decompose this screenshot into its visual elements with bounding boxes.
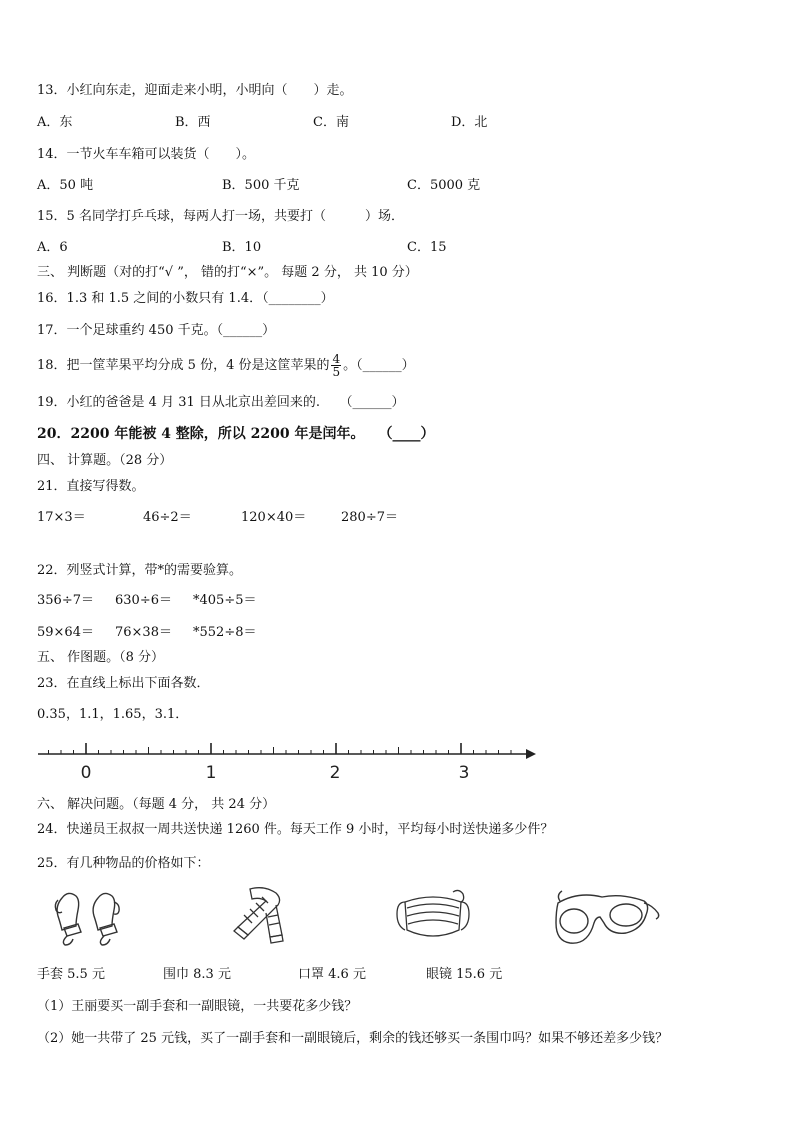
item-price-mask: 口罩 4.6 元 [298,967,366,982]
mittens-icon [52,888,132,946]
tick-label: 2 [329,763,341,783]
q21-item: 46÷2＝ [143,510,192,525]
question-15: 15．5 名同学打乒乓球，每两人打一场，共要打（ ）场． [37,209,404,224]
fraction-denominator: 5 [332,365,341,379]
q21-item: 280÷7＝ [341,510,398,525]
question-19: 19．小红的爸爸是 4 月 31 日从北京出差回来的. （______） [37,395,405,410]
q13-option-b: B．西 [175,115,211,130]
question-20: 20．2200 年能被 4 整除，所以 2200 年是闰年。 （____） [37,426,435,442]
q22-item: 76×38＝ [115,625,172,640]
q22-item: *552÷8＝ [193,625,257,640]
q21-item: 17×3＝ [37,510,86,525]
glasses-icon [552,885,662,950]
tick-label: 3 [458,763,470,783]
section-3-heading: 三、 判断题（对的打“√ ”， 错的打“×”。 每题 2 分， 共 10 分） [37,265,418,280]
q15-option-a: A．6 [37,240,68,255]
q22-item: *405÷5＝ [193,593,257,608]
q22-item: 59×64＝ [37,625,94,640]
item-price-gloves: 手套 5.5 元 [37,967,105,982]
question-14: 14．一节火车车箱可以装货（ ）。 [37,147,256,162]
q13-option-d: D．北 [451,115,488,130]
question-16: 16．1.3 和 1.5 之间的小数只有 1.4．（________） [37,291,334,306]
q25-sub-2: （2）她一共带了 25 元钱，买了一副手套和一副眼镜后，剩余的钱还够买一条围巾吗？如果不够还差多少钱？ [37,1031,669,1046]
q13-option-a: A．东 [37,115,73,130]
q14-option-b: B．500 千克 [222,178,300,193]
item-price-glasses: 眼镜 15.6 元 [426,967,503,982]
question-25: 25．有几种物品的价格如下： [37,856,210,871]
question-18 [37,350,415,382]
fraction [331,353,341,378]
q15-option-c: C．15 [407,240,447,255]
item-price-scarf: 围巾 8.3 元 [163,967,231,982]
q14-option-a: A．50 吨 [37,178,94,193]
question-23: 23．在直线上标出下面各数． [37,676,210,691]
q14-option-c: C．5000 克 [407,178,481,193]
q18-text-before: 18．把一筐苹果平均分成 5 份，4 份是这筐苹果的 [37,358,330,373]
question-13: 13．小红向东走，迎面走来小明，小明向（ ）走。 [37,83,353,98]
question-22: 22．列竖式计算，带*的需要验算。 [37,563,243,578]
question-24: 24．快递员王叔叔一周共送快递 1260 件。每天工作 9 小时，平均每小时送快递多少件？ [37,822,554,837]
section-6-heading: 六、 解决问题。（每题 4 分， 共 24 分） [37,797,276,812]
scarf-icon [222,885,302,947]
q22-item: 356÷7＝ [37,593,94,608]
section-4-heading: 四、 计算题。（28 分） [37,453,173,468]
mask-icon [395,888,471,944]
section-5-heading: 五、 作图题。（8 分） [37,650,165,665]
q22-item: 630÷6＝ [115,593,172,608]
q18-text-after: 。（______） [343,358,415,373]
question-17: 17．一个足球重约 450 千克。（______） [37,323,276,338]
q25-sub-1: （1）王丽要买一副手套和一副眼镜，一共要花多少钱？ [37,999,358,1014]
fraction-numerator: 4 [332,352,341,366]
number-line-arrow [526,749,536,759]
q13-option-c: C．南 [313,115,349,130]
q21-item: 120×40＝ [241,510,307,525]
tick-label: 1 [205,763,217,783]
tick-label: 0 [80,763,92,783]
q15-option-b: B．10 [222,240,262,255]
q23-numbers: 0.35，1.1，1.65，3.1． [37,707,189,722]
number-line [30,735,550,785]
question-21: 21．直接写得数。 [37,479,145,494]
